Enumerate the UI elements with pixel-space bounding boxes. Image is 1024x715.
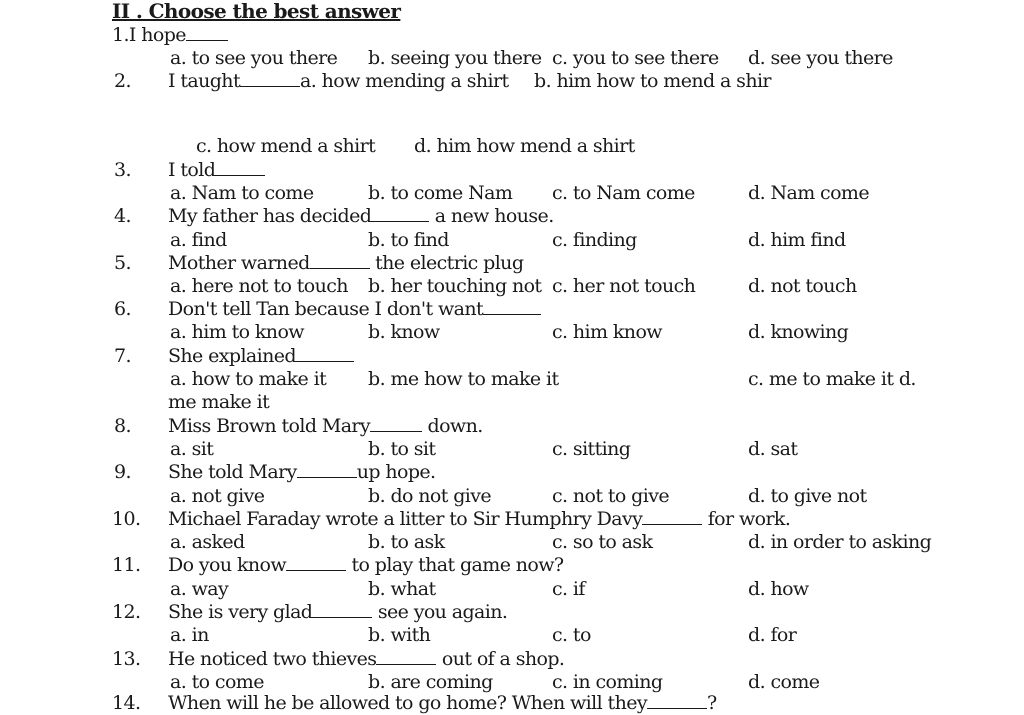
- q10-option-a: a. asked: [170, 531, 245, 553]
- section-title: II . Choose the best answer: [112, 0, 401, 23]
- q9-option-b: b. do not give: [368, 485, 492, 507]
- answer-blank: [310, 252, 370, 269]
- question-8-stem: Miss Brown told Mary down.: [168, 415, 483, 437]
- q11-option-d: d. how: [748, 578, 809, 600]
- question-3-number: 3.: [114, 159, 131, 181]
- q12-option-a: a. in: [170, 624, 209, 646]
- question-9-stem: She told Mary up hope.: [168, 461, 436, 483]
- question-11-stem: Do you know to play that game now?: [168, 554, 564, 576]
- q12-option-b: b. with: [368, 624, 431, 646]
- question-14-number: 14.: [112, 692, 141, 714]
- q6-option-c: c. him know: [552, 321, 662, 343]
- q5-option-d: d. not touch: [748, 275, 857, 297]
- question-6-number: 6.: [114, 298, 131, 320]
- q8-option-b: b. to sit: [368, 438, 436, 460]
- q12-option-d: d. for: [748, 624, 797, 646]
- q11-option-a: a. way: [170, 578, 229, 600]
- q4-option-a: a. find: [170, 229, 227, 251]
- question-2-number: 2.: [114, 70, 131, 92]
- answer-blank: [642, 508, 702, 525]
- question-13-number: 13.: [112, 648, 141, 670]
- answer-blank: [312, 601, 372, 618]
- question-4-stem: My father has decided a new house.: [168, 205, 554, 227]
- answer-blank: [376, 648, 436, 665]
- q10-option-b: b. to ask: [368, 531, 445, 553]
- answer-blank: [647, 692, 707, 709]
- question-12-number: 12.: [112, 601, 141, 623]
- question-14-stem: When will he be allowed to go home? When will they ?: [168, 692, 717, 714]
- answer-blank: [371, 205, 429, 222]
- answer-blank: [240, 70, 300, 87]
- q6-option-b: b. know: [368, 321, 440, 343]
- q9-option-a: a. not give: [170, 485, 265, 507]
- q7-option-b: b. me how to make it: [368, 368, 559, 390]
- q2-option-a: a. how mending a shirt: [300, 70, 509, 92]
- q10-option-c: c. so to ask: [552, 531, 653, 553]
- q11-option-c: c. if: [552, 578, 585, 600]
- q2-option-b: b. him how to mend a shir: [534, 70, 771, 92]
- answer-blank: [297, 461, 357, 478]
- q1-option-d: d. see you there: [748, 47, 893, 69]
- q8-option-d: d. sat: [748, 438, 798, 460]
- q5-option-c: c. her not touch: [552, 275, 696, 297]
- q13-option-a: a. to come: [170, 671, 264, 693]
- q4-option-c: c. finding: [552, 229, 637, 251]
- q3-option-a: a. Nam to come: [170, 182, 314, 204]
- answer-blank: [186, 24, 228, 41]
- question-3-stem: I told: [168, 159, 265, 182]
- question-10-stem: Michael Faraday wrote a litter to Sir Humphry Davy for work.: [168, 508, 791, 530]
- q4-option-d: d. him find: [748, 229, 846, 251]
- question-5-number: 5.: [114, 252, 131, 274]
- q1-option-a: a. to see you there: [170, 47, 338, 69]
- question-6-stem: Don't tell Tan because I don't want: [168, 298, 541, 321]
- q4-option-b: b. to find: [368, 229, 449, 251]
- q3-option-b: b. to come Nam: [368, 182, 513, 204]
- q6-option-a: a. him to know: [170, 321, 304, 343]
- question-10-number: 10.: [112, 508, 141, 530]
- answer-blank: [215, 159, 265, 176]
- question-11-number: 11.: [112, 554, 141, 576]
- q8-option-a: a. sit: [170, 438, 214, 460]
- q9-option-d: d. to give not: [748, 485, 867, 507]
- question-1-stem: 1.I hope: [112, 24, 228, 47]
- question-2-stem: I taught: [168, 70, 300, 93]
- question-7-stem: She explained: [168, 345, 354, 368]
- question-7-number: 7.: [114, 345, 131, 367]
- q3-option-d: d. Nam come: [748, 182, 869, 204]
- answer-blank: [296, 345, 354, 362]
- answer-blank: [370, 415, 422, 432]
- question-12-stem: She is very glad see you again.: [168, 601, 508, 623]
- q7-option-c: c. me to make it d.: [748, 368, 916, 390]
- question-13-stem: He noticed two thieves out of a shop.: [168, 648, 565, 670]
- q13-option-c: c. in coming: [552, 671, 663, 693]
- q11-option-b: b. what: [368, 578, 436, 600]
- answer-blank: [286, 554, 346, 571]
- q10-option-d: d. in order to asking: [748, 531, 932, 553]
- q3-option-c: c. to Nam come: [552, 182, 695, 204]
- q2-option-d: d. him how mend a shirt: [414, 135, 635, 157]
- q6-option-d: d. knowing: [748, 321, 849, 343]
- q5-option-b: b. her touching not: [368, 275, 542, 297]
- q1-option-c: c. you to see there: [552, 47, 719, 69]
- question-5-stem: Mother warned the electric plug: [168, 252, 524, 274]
- q12-option-c: c. to: [552, 624, 591, 646]
- question-9-number: 9.: [114, 461, 131, 483]
- answer-blank: [483, 298, 541, 315]
- q9-option-c: c. not to give: [552, 485, 670, 507]
- q5-option-a: a. here not to touch: [170, 275, 348, 297]
- q7-option-a: a. how to make it: [170, 368, 327, 390]
- q7-option-d: me make it: [168, 391, 270, 413]
- question-4-number: 4.: [114, 205, 131, 227]
- q1-option-b: b. seeing you there: [368, 47, 542, 69]
- q13-option-d: d. come: [748, 671, 820, 693]
- q8-option-c: c. sitting: [552, 438, 631, 460]
- question-8-number: 8.: [114, 415, 131, 437]
- q13-option-b: b. are coming: [368, 671, 493, 693]
- q2-option-c: c. how mend a shirt: [196, 135, 376, 157]
